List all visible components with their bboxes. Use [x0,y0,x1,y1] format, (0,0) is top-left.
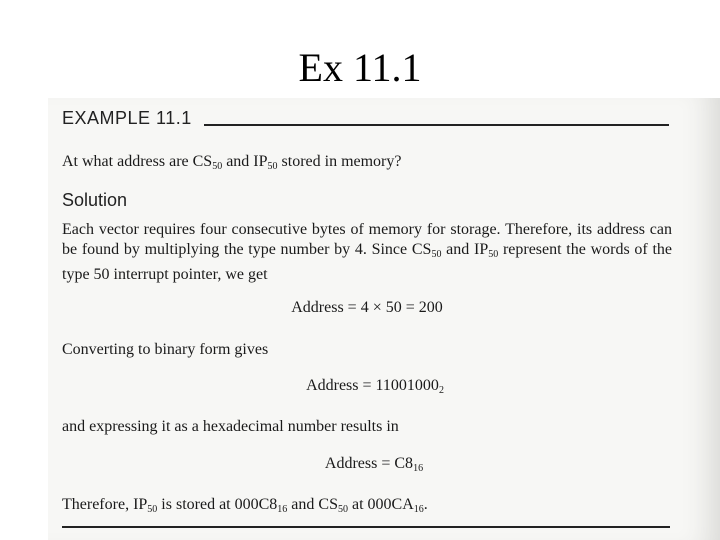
subscript: 50 [431,249,442,260]
question-text: and IP [222,153,268,170]
subscript: 16 [413,504,424,515]
conclusion-text [62,496,428,515]
hex-intro-text: and expressing it as a hexadecimal number results in [62,418,399,435]
subscript: 50 [267,161,278,172]
subscript: 50 [488,249,499,260]
solution-paragraph [62,220,672,285]
conclusion-part: is stored at 000C8 [157,496,278,513]
example-heading: EXAMPLE 11.1 [62,108,192,128]
example-question [62,153,401,172]
equation-text: Address = C8 [324,455,414,472]
slide-title: Ex 11.1 [298,45,422,90]
solution-heading: Solution [62,190,128,210]
equation-hex [14,455,720,474]
conclusion-part: . [423,496,428,513]
conclusion-part: at 000CA [347,496,414,513]
conclusion-part: Therefore, IP [62,496,148,513]
paragraph-text: and IP [441,241,489,258]
subscript: 16 [277,504,288,515]
question-text: At what address are CS [62,153,213,170]
paragraph-text: Each vector requires four consecutive bytes of memory for storage. Therefore, its address can be found by multiplying the type number by 4. Since CS [62,221,672,258]
subscript: 50 [147,504,158,515]
paragraph-text: represent the words of the type 50 interrupt pointer, we get [62,241,673,283]
subscript: 50 [337,504,348,515]
question-text: stored in memory? [277,153,402,170]
subscript: 16 [413,463,424,474]
subscript: 2 [438,385,444,396]
conclusion-part: and CS [287,496,338,513]
equation-decimal: Address = 4 × 50 = 200 [291,299,443,316]
heading-rule [204,124,669,126]
equation-text: Address = 11001000 [306,377,439,394]
equation-binary [15,377,720,396]
converting-text: Converting to binary form gives [62,341,269,358]
bottom-rule [62,526,670,528]
subscript: 50 [212,161,223,172]
